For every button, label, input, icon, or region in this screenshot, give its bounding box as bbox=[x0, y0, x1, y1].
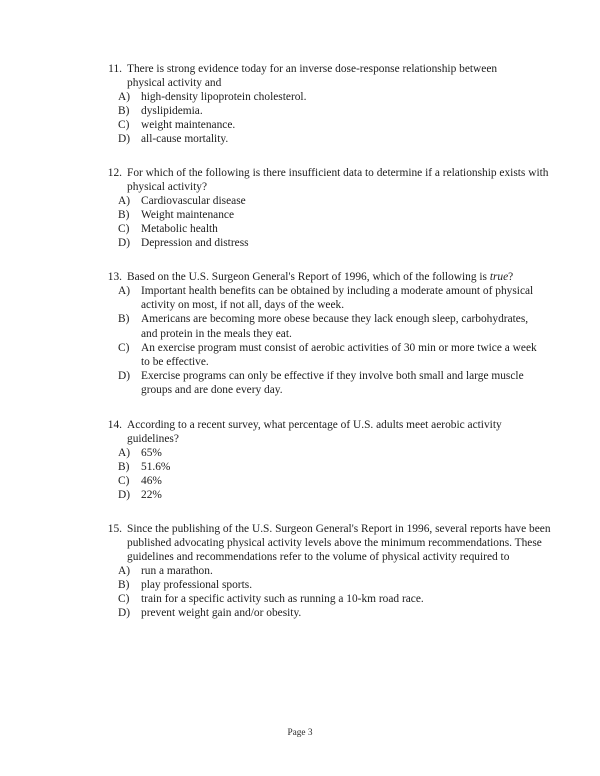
answer-option[interactable] bbox=[103, 104, 536, 118]
answer-option-text: train for a specific activity such as running a 10-km road race. bbox=[141, 593, 424, 605]
answer-option[interactable] bbox=[103, 222, 536, 236]
answer-option-text: dyslipidemia. bbox=[141, 105, 203, 118]
answer-option-text: 22% bbox=[141, 489, 162, 502]
answer-option-letter: C) bbox=[118, 475, 130, 488]
answer-options bbox=[103, 446, 537, 502]
answer-options bbox=[103, 284, 537, 397]
answer-option-text: run a marathon. bbox=[141, 564, 213, 577]
answer-option[interactable] bbox=[103, 446, 536, 460]
question-block bbox=[103, 522, 551, 621]
question-stem-main: Since the publishing of the U.S. Surgeon General's Report in 1996, several reports have been published advocating physical activity levels above the minimum recommendations. These guidelines and recommendations refer to the volume of physical activity required to bbox=[127, 522, 551, 563]
answer-option[interactable] bbox=[103, 208, 536, 222]
answer-option[interactable] bbox=[103, 606, 539, 620]
answer-option[interactable] bbox=[103, 236, 536, 250]
answer-option-letter: A) bbox=[118, 447, 131, 460]
answer-option[interactable] bbox=[103, 341, 537, 369]
answer-option[interactable] bbox=[103, 460, 536, 474]
answer-option-text: Weight maintenance bbox=[141, 208, 235, 221]
answer-option-letter: C) bbox=[118, 341, 130, 354]
question-block bbox=[103, 62, 537, 147]
answer-option-text: Cardiovascular disease bbox=[141, 194, 246, 207]
question-stem-main: According to a recent survey, what percentage of U.S. adults meet aerobic activity guidelines? bbox=[127, 418, 502, 446]
answer-option-text: Depression and distress bbox=[141, 237, 249, 250]
question-stem-text bbox=[127, 166, 555, 194]
answer-option-text: Important health benefits can be obtained by including a moderate amount of physical activity on most, if not all, days of the week. bbox=[141, 285, 534, 312]
answer-option-letter: D) bbox=[118, 369, 131, 382]
question-stem-text bbox=[127, 270, 557, 284]
answer-options bbox=[103, 194, 537, 250]
answer-option[interactable] bbox=[103, 194, 536, 208]
answer-option-text: 46% bbox=[141, 475, 162, 488]
question-stem-main: Based on the U.S. Surgeon General's Report of 1996, which of the following is bbox=[127, 271, 490, 284]
question-number: 12. bbox=[107, 166, 122, 179]
question-stem bbox=[103, 62, 531, 90]
answer-option-text: all-cause mortality. bbox=[141, 133, 229, 146]
page-footer: Page 3 bbox=[287, 728, 313, 738]
answer-option-letter: A) bbox=[118, 564, 131, 577]
question-number: 14. bbox=[107, 418, 122, 431]
answer-option-letter: B) bbox=[118, 313, 130, 326]
answer-option-letter: C) bbox=[118, 119, 130, 132]
question-stem-main: There is strong evidence today for an inverse dose-response relationship between physical activity and bbox=[127, 63, 498, 90]
answer-option-letter: B) bbox=[118, 208, 130, 221]
answer-option-text: 51.6% bbox=[141, 461, 171, 474]
question-number: 11. bbox=[108, 63, 122, 75]
answer-option[interactable] bbox=[103, 90, 536, 104]
answer-option-letter: D) bbox=[118, 489, 131, 502]
question-stem-emphasis: true bbox=[489, 271, 509, 284]
answer-option[interactable] bbox=[103, 369, 537, 397]
answer-option-text: Americans are becoming more obese because they lack enough sleep, carbohydrates, and protein in the meals they eat. bbox=[141, 313, 529, 340]
answer-option[interactable] bbox=[103, 284, 537, 312]
answer-option-text: Exercise programs can only be effective if they involve both small and large muscle groups and are done every day. bbox=[141, 369, 524, 396]
answer-option-letter: D) bbox=[118, 237, 131, 250]
answer-options bbox=[103, 90, 537, 146]
answer-option-text: 65% bbox=[141, 447, 162, 460]
answer-option[interactable] bbox=[103, 132, 536, 146]
question-number: 15. bbox=[107, 522, 122, 535]
answer-options bbox=[103, 564, 537, 620]
question-stem-tail: ? bbox=[508, 271, 514, 284]
question-list bbox=[103, 62, 551, 620]
question-stem bbox=[103, 522, 557, 564]
question-block bbox=[103, 270, 537, 397]
answer-option-text: prevent weight gain and/or obesity. bbox=[141, 607, 302, 620]
answer-option-letter: B) bbox=[118, 578, 130, 591]
question-block bbox=[103, 418, 537, 503]
answer-option[interactable] bbox=[103, 592, 539, 606]
answer-option[interactable] bbox=[103, 312, 537, 340]
question-number: 13. bbox=[107, 271, 122, 284]
answer-option-letter: B) bbox=[118, 461, 130, 474]
answer-option[interactable] bbox=[103, 488, 536, 502]
answer-option-letter: D) bbox=[118, 607, 131, 620]
question-block bbox=[103, 166, 549, 251]
answer-option[interactable] bbox=[103, 578, 539, 592]
question-stem bbox=[103, 270, 557, 284]
answer-option-letter: A) bbox=[118, 194, 131, 207]
answer-option-text: Metabolic health bbox=[141, 222, 218, 235]
answer-option-text: high-density lipoprotein cholesterol. bbox=[141, 91, 307, 104]
answer-option-text: An exercise program must consist of aerobic activities of 30 min or more twice a week to be effective. bbox=[141, 341, 537, 368]
answer-option[interactable] bbox=[103, 474, 536, 488]
question-stem-text bbox=[127, 62, 531, 90]
question-stem-text bbox=[127, 418, 531, 446]
question-stem bbox=[103, 418, 531, 446]
answer-option-letter: A) bbox=[118, 91, 131, 104]
answer-option-letter: D) bbox=[118, 133, 131, 146]
question-stem-main: For which of the following is there insufficient data to determine if a relationship exists with physical activity? bbox=[127, 166, 549, 193]
answer-option-letter: B) bbox=[118, 105, 130, 118]
answer-option-text: play professional sports. bbox=[141, 578, 253, 591]
answer-option-text: weight maintenance. bbox=[141, 119, 236, 132]
answer-option[interactable] bbox=[103, 118, 536, 132]
answer-option-letter: C) bbox=[118, 222, 130, 235]
answer-option[interactable] bbox=[103, 564, 539, 578]
question-stem bbox=[103, 166, 555, 194]
answer-option-letter: C) bbox=[118, 593, 130, 605]
question-stem-text bbox=[127, 522, 557, 564]
answer-option-letter: A) bbox=[118, 285, 131, 298]
